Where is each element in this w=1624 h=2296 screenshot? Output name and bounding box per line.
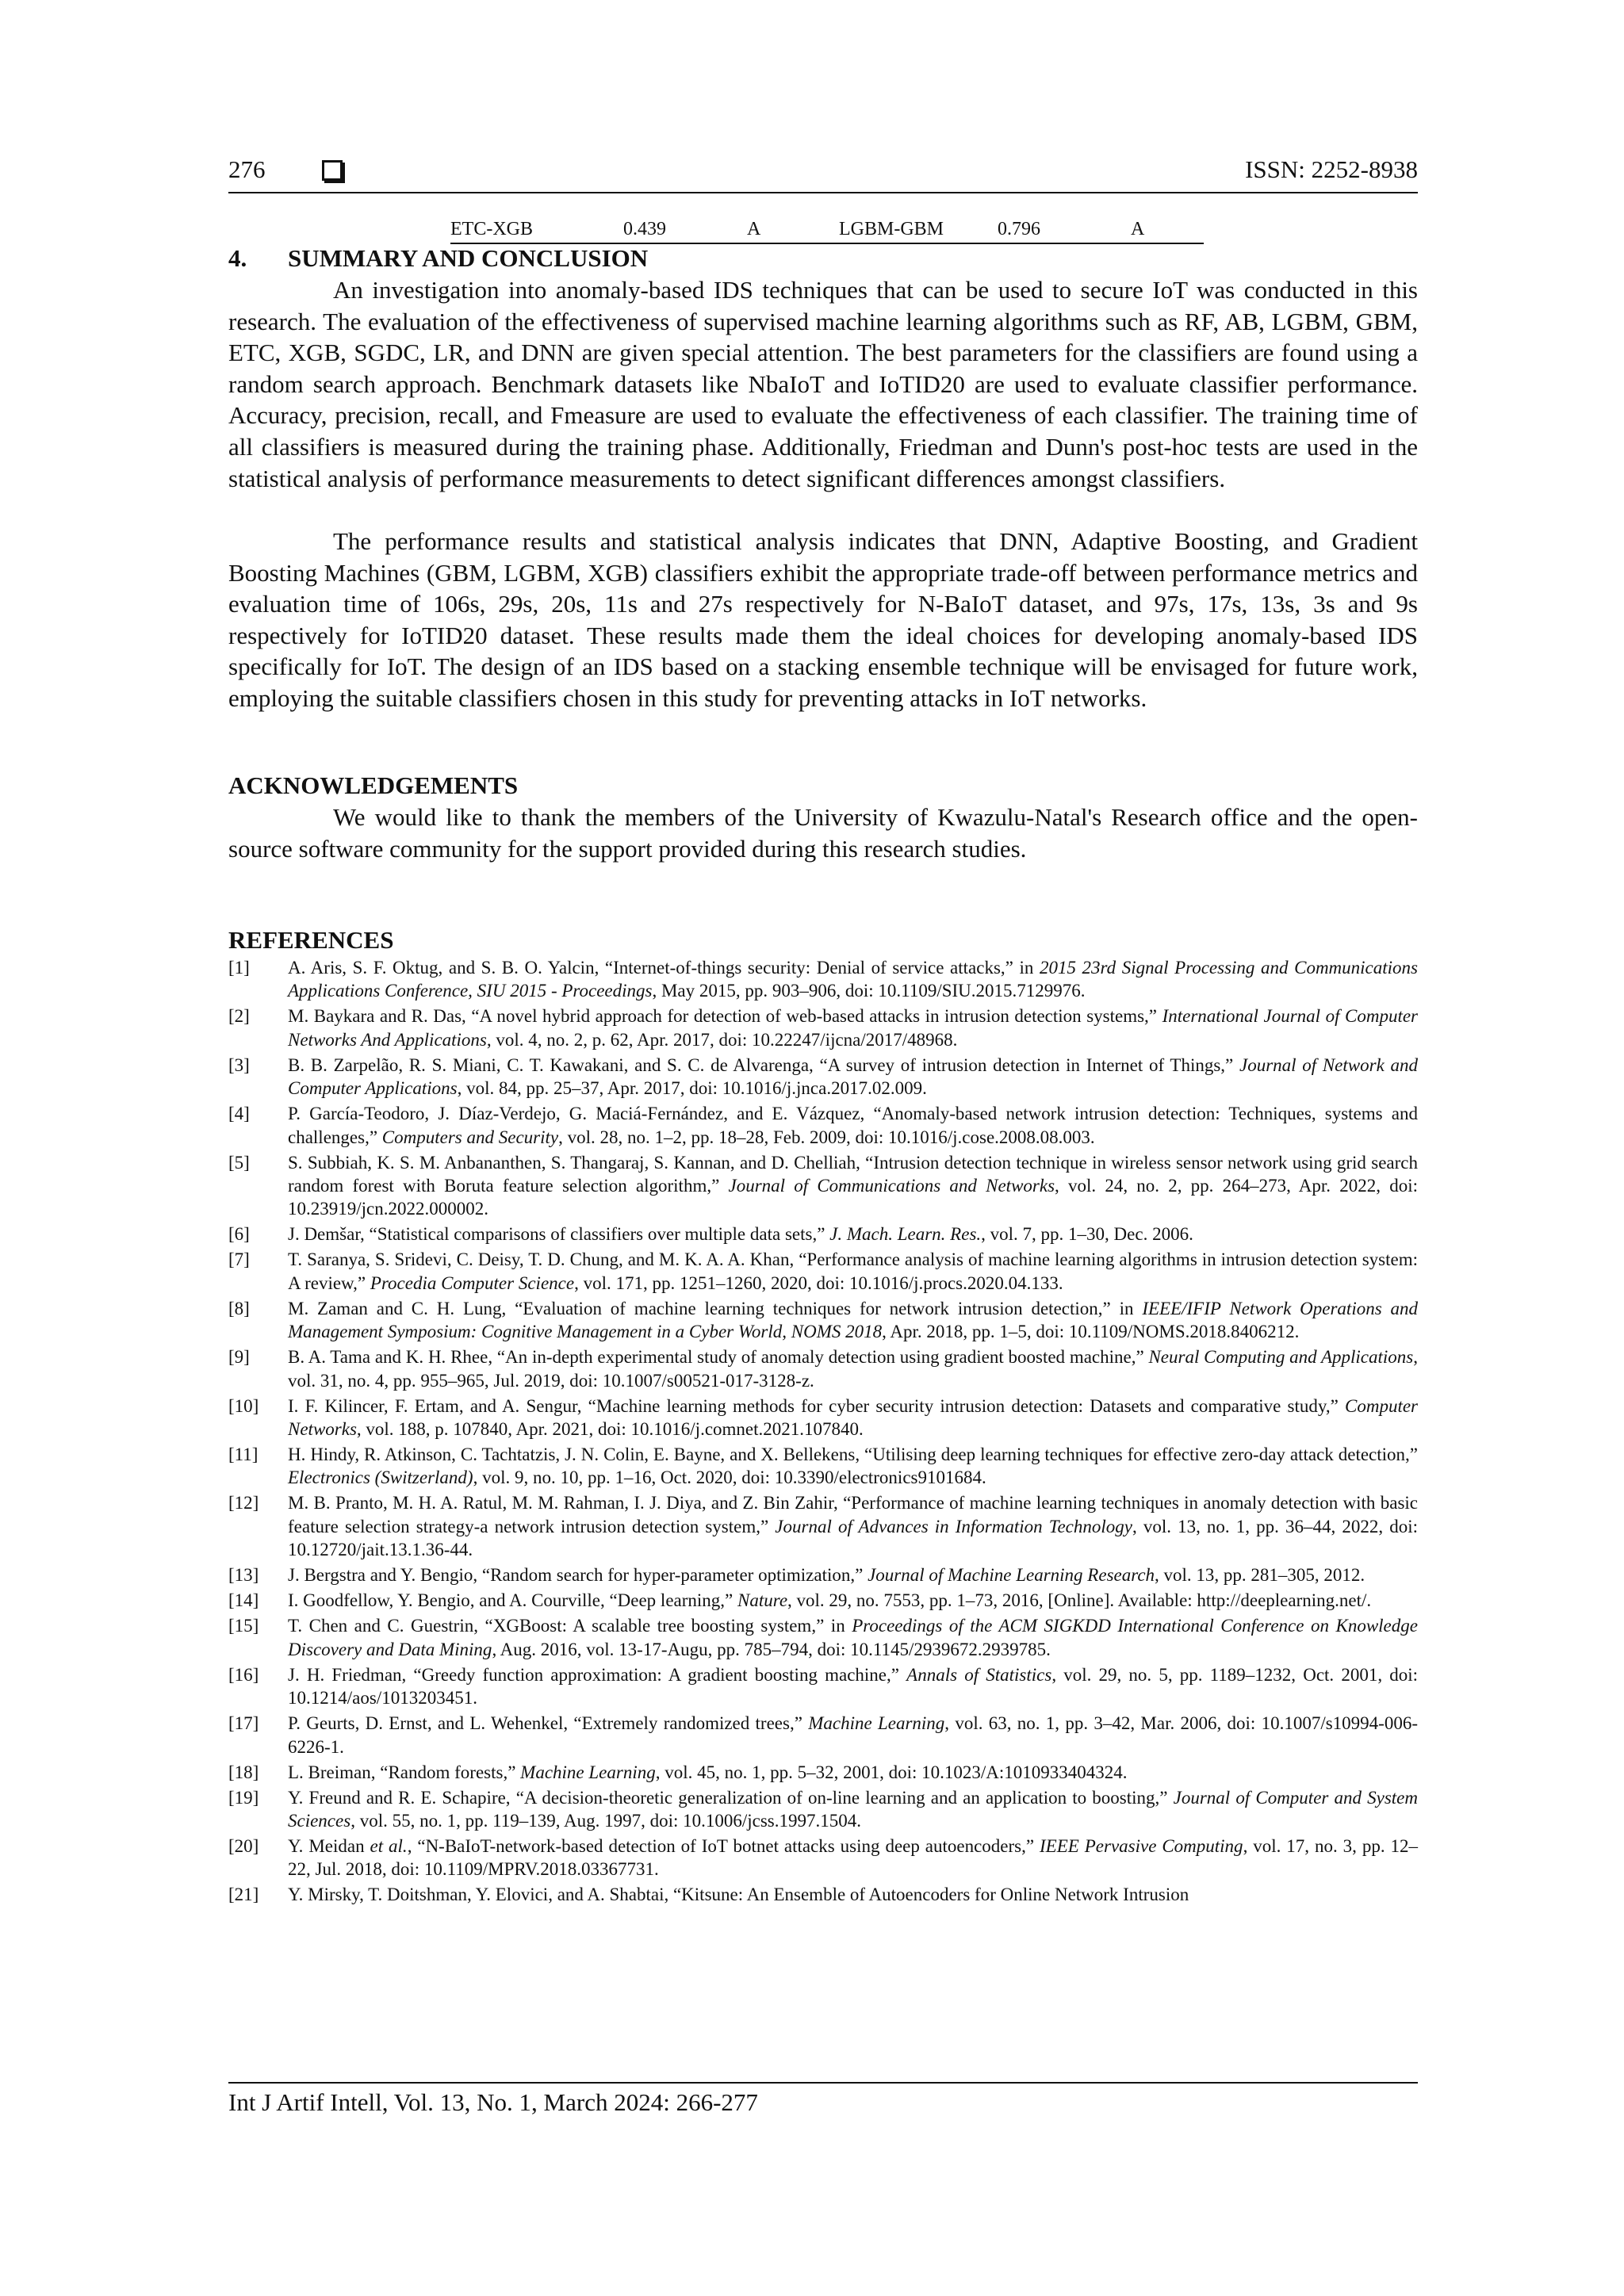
reference-number: [11] [228,1445,259,1465]
reference-venue: Computers and Security [381,1127,559,1147]
reference-number: [16] [228,1664,259,1685]
reference-text: , vol. 45, no. 1, pp. 5–32, 2001, doi: 10.1023/A:1010933404324. [655,1762,1128,1782]
reference-text: M. Baykara and R. Das, “A novel hybrid approach for detection of web-based attacks in intrusion detection systems,” [288,1006,1162,1027]
reference-text: , vol. 31, no. 4, pp. 955–965, Jul. 2019, doi: 10.1007/s00521-017-3128-z. [288,1347,1418,1391]
acknowledgements-paragraph: We would like to thank the members of the University of Kwazulu-Natal's Research office and the open-source software community for the support provided during this research studies. [228,803,1418,863]
acknowledgements-heading: ACKNOWLEDGEMENTS [228,771,519,799]
table-cell-model-pair-2: LGBM-GBM [839,219,944,239]
reference-text: J. Demšar, “Statistical comparisons of classifiers over multiple data sets,” [288,1224,830,1245]
reference-venue: Annals of Statistics [906,1664,1052,1685]
reference-number: [4] [228,1104,250,1124]
reference-text: M. B. Pranto, M. H. A. Ratul, M. M. Rahman, I. J. Diya, and Z. Bin Zahir, “Performance of machine learning techniques in anomaly detection with basic feature selection strategy-a network intrusion detection system,” [288,1493,1418,1536]
section-title: SUMMARY AND CONCLUSION [288,244,649,272]
reference-text: P. Geurts, D. Ernst, and L. Wehenkel, “Extremely randomized trees,” [288,1713,809,1734]
reference-number: [9] [228,1347,250,1368]
reference-text: I. F. Kilincer, F. Ertam, and A. Sengur, “Machine learning methods for cyber security intrusion detection: Datasets and comparative study,” [288,1395,1345,1416]
reference-text: L. Breiman, “Random forests,” [288,1762,521,1782]
paragraph: An investigation into anomaly-based IDS techniques that can be used to secure IoT was conducted in this research. The evaluation of the effectiveness of supervised machine learning algorithms such as RF, AB, LGBM, GBM, ETC, XGB, SGDC, LR, and DNN are given special attention. The best parameters for the classifiers are found using a random search approach. Benchmark datasets like NbaIoT and IoTID20 are used to evaluate classifier performance. Accuracy, precision, recall, and Fmeasure are used to evaluate the effectiveness of each classifier. The training time of all classifiers is measured during the training phase. Additionally, Friedman and Dunn's post-hoc tests are used in the statistical analysis of performance measurements to detect significant differences amongst classifiers. [228,276,1418,492]
reference-number: [3] [228,1054,250,1075]
reference-venue: Journal of Advances in Information Technology [775,1516,1132,1536]
reference-item [228,1563,1418,1586]
reference-text: J. H. Friedman, “Greedy function approximation: A gradient boosting machine,” [288,1664,907,1685]
reference-venue: Journal of Communications and Networks [728,1176,1055,1196]
reference-number: [10] [228,1395,259,1416]
reference-text: B. A. Tama and K. H. Rhee, “An in-depth experimental study of anomaly detection using gradient boosted machine,” [288,1347,1149,1368]
table-cell-model-pair-1: ETC-XGB [450,219,533,239]
reference-item [228,1883,1418,1906]
reference-venue: 2015 23rd Signal Processing and Communications Applications Conference, SIU 2015 - Proceedings [288,958,1418,1001]
page-footer: Int J Artif Intell, Vol. 13, No. 1, March 2024: 266-277 [228,2088,758,2116]
reference-text: , Apr. 2018, pp. 1–5, doi: 10.1109/NOMS.2018.8406212. [882,1322,1300,1342]
reference-venue: Neural Computing and Applications [1148,1347,1414,1368]
reference-text: , vol. 28, no. 1–2, pp. 18–28, Feb. 2009, doi: 10.1016/j.cose.2008.08.003. [558,1127,1095,1147]
table-cell-decision-2: A [1131,219,1145,239]
reference-text: T. Chen and C. Guestrin, “XGBoost: A scalable tree boosting system,” in [288,1616,852,1636]
table-row [450,216,1204,244]
reference-text: , vol. 13, pp. 281–305, 2012. [1155,1565,1365,1586]
reference-text: , vol. 17, no. 3, pp. 12–22, Jul. 2018, doi: 10.1109/MPRV.2018.03367731. [288,1835,1418,1880]
reference-item [228,1712,1418,1758]
reference-text: A. Aris, S. F. Oktug, and S. B. O. Yalcin, “Internet-of-things security: Denial of service attacks,” in [288,958,1040,978]
reference-venue: Proceedings of the ACM SIGKDD International Conference on Knowledge Discovery and Data Mining [288,1616,1418,1659]
page-header [228,155,1418,195]
reference-venue: Journal of Computer and System Sciences [288,1787,1418,1831]
page-number: 276 [228,155,266,183]
reference-item [228,1151,1418,1221]
reference-text: I. Goodfellow, Y. Bengio, and A. Courville, “Deep learning,” [288,1590,737,1611]
reference-text: , “N-BaIoT-network-based detection of IoT botnet attacks using deep autoencoders,” [407,1835,1040,1856]
reference-text: Y. Freund and R. E. Schapire, “A decision-theoretic generalization of on-line learning and an application to boosting,” [288,1787,1174,1808]
reference-venue: Nature [737,1590,788,1611]
paragraph: The performance results and statistical analysis indicates that DNN, Adaptive Boosting, and Gradient Boosting Machines (GBM, LGBM, XGB) classifiers exhibit the appropriate trade-off between performance metrics and evaluation time of 106s, 29s, 20s, 11s and 27s respectively for N-BaIoT dataset, and 97s, 17s, 13s, 3s and 9s respectively for IoTID20 dataset. These results made them the ideal choices for developing anomaly-based IDS specifically for IoT. The design of an IDS based on a stacking ensemble technique will be envisaged for future work, employing the suitable classifiers chosen in this study for preventing attacks in IoT networks. [228,527,1418,712]
reference-text: , vol. 63, no. 1, pp. 3–42, Mar. 2006, doi: 10.1007/s10994-006-6226-1. [288,1713,1418,1757]
reference-item [228,1223,1418,1246]
reference-text: T. Saranya, S. Sridevi, C. Deisy, T. D. Chung, and M. K. A. A. Khan, “Performance analysis of machine learning algorithms in intrusion detection system: A review,” [288,1249,1418,1293]
reference-item [228,1395,1418,1441]
reference-text: , vol. 171, pp. 1251–1260, 2020, doi: 10.1016/j.procs.2020.04.133. [574,1272,1063,1293]
reference-venue: IEEE Pervasive Computing [1040,1835,1243,1856]
reference-text: S. Subbiah, K. S. M. Anbananthen, S. Thangaraj, S. Kannan, and D. Chelliah, “Intrusion detection technique in wireless sensor network using grid search random forest with Boruta feature selection algorithm,” [288,1152,1418,1196]
reference-number: [14] [228,1590,259,1611]
reference-venue: Machine Learning [808,1713,945,1734]
section-number: 4. [228,244,247,272]
reference-number: [15] [228,1616,259,1636]
reference-text: , vol. 13, no. 1, pp. 36–44, 2022, doi: 10.12720/jait.13.1.36-44. [288,1516,1418,1560]
reference-item [228,1491,1418,1561]
reference-text: , vol. 24, no. 2, pp. 264–273, Apr. 2022, doi: 10.23919/jcn.2022.000002. [288,1176,1418,1219]
reference-text: H. Hindy, R. Atkinson, C. Tachtatzis, J. N. Colin, E. Bayne, and X. Bellekens, “Utilising deep learning techniques for effective zero-day attack detection,” [288,1445,1418,1465]
reference-item [228,1589,1418,1612]
reference-text: J. Bergstra and Y. Bengio, “Random search for hyper-parameter optimization,” [288,1565,868,1586]
reference-venue: Journal of Network and Computer Applications [288,1054,1418,1099]
reference-list [228,956,1418,1908]
reference-text: Y. Meidan [288,1835,370,1856]
reference-item [228,1443,1418,1490]
square-bullet-icon [322,160,343,181]
reference-venue: J. Mach. Learn. Res. [829,1224,982,1245]
reference-item [228,1248,1418,1295]
reference-number: [6] [228,1224,250,1245]
reference-text: B. B. Zarpelão, R. S. Miani, C. T. Kawakani, and S. C. de Alvarenga, “A survey of intrusion detection in Internet of Things,” [288,1054,1239,1075]
reference-number: [20] [228,1835,259,1856]
reference-item [228,1614,1418,1661]
reference-text: , vol. 4, no. 2, p. 62, Apr. 2017, doi: 10.22247/ijcna/2017/48968. [486,1029,958,1050]
reference-item [228,1054,1418,1100]
issn-label: ISSN: 2252-8938 [1245,155,1418,183]
reference-et-al: et al. [370,1835,408,1856]
reference-item [228,1835,1418,1881]
reference-item [228,956,1418,1003]
reference-text: , May 2015, pp. 903–906, doi: 10.1109/SIU.2015.7129976. [652,981,1086,1001]
references-heading: REFERENCES [228,926,394,954]
reference-item [228,1102,1418,1149]
reference-number: [5] [228,1152,250,1173]
table-cell-decision-1: A [747,219,761,239]
reference-number: [19] [228,1787,259,1808]
reference-number: [1] [228,958,250,978]
reference-number: [21] [228,1885,259,1905]
reference-venue: International Journal of Computer Networks And Applications [288,1006,1418,1050]
reference-text: , vol. 55, no. 1, pp. 119–139, Aug. 1997, doi: 10.1006/jcss.1997.1504. [350,1810,861,1831]
reference-item [228,1297,1418,1344]
reference-venue: Electronics (Switzerland) [288,1468,473,1488]
reference-text: , vol. 9, no. 10, pp. 1–16, Oct. 2020, doi: 10.3390/electronics9101684. [473,1468,986,1488]
reference-venue: Procedia Computer Science [370,1272,575,1293]
reference-item [228,1345,1418,1392]
reference-text: P. García-Teodoro, J. Díaz-Verdejo, G. Maciá-Fernández, and E. Vázquez, “Anomaly-based network intrusion detection: Techniques, systems and challenges,” [288,1104,1418,1147]
reference-venue: Computer Networks [288,1395,1418,1440]
reference-text: , vol. 84, pp. 25–37, Apr. 2017, doi: 10.1016/j.jnca.2017.02.009. [457,1078,927,1099]
reference-item [228,1786,1418,1833]
table-cell-pvalue-2: 0.796 [998,219,1040,239]
reference-number: [8] [228,1298,250,1318]
reference-number: [18] [228,1762,259,1782]
reference-item [228,1663,1418,1710]
table-cell-pvalue-1: 0.439 [623,219,666,239]
reference-text: , vol. 29, no. 5, pp. 1189–1232, Oct. 2001, doi: 10.1214/aos/1013203451. [288,1664,1419,1709]
reference-text: , vol. 7, pp. 1–30, Dec. 2006. [981,1224,1193,1245]
reference-text: Y. Mirsky, T. Doitshman, Y. Elovici, and A. Shabtai, “Kitsune: An Ensemble of Autoencoders for Online Network Intrusion [288,1885,1189,1905]
reference-venue: Journal of Machine Learning Research [868,1565,1155,1586]
reference-number: [2] [228,1006,250,1027]
header-rule [228,192,1418,193]
reference-number: [12] [228,1493,259,1513]
reference-venue: Machine Learning [520,1762,656,1782]
reference-text: , vol. 29, no. 7553, pp. 1–73, 2016, [Online]. Available: http://deeplearning.net/. [787,1590,1372,1611]
reference-text: M. Zaman and C. H. Lung, “Evaluation of machine learning techniques for network intrusion detection,” in [288,1298,1143,1318]
reference-text: , Aug. 2016, vol. 13-17-Augu, pp. 785–794, doi: 10.1145/2939672.2939785. [492,1639,1051,1659]
reference-item [228,1004,1418,1051]
reference-item [228,1761,1418,1784]
reference-number: [13] [228,1565,259,1586]
footer-rule [228,2082,1418,2084]
reference-number: [7] [228,1249,250,1270]
reference-number: [17] [228,1713,259,1734]
section-heading [228,244,648,273]
reference-text: , vol. 188, p. 107840, Apr. 2021, doi: 10.1016/j.comnet.2021.107840. [356,1419,864,1440]
reference-venue: IEEE/IFIP Network Operations and Management Symposium: Cognitive Management in a Cyber World, NOMS 2018 [288,1298,1419,1342]
